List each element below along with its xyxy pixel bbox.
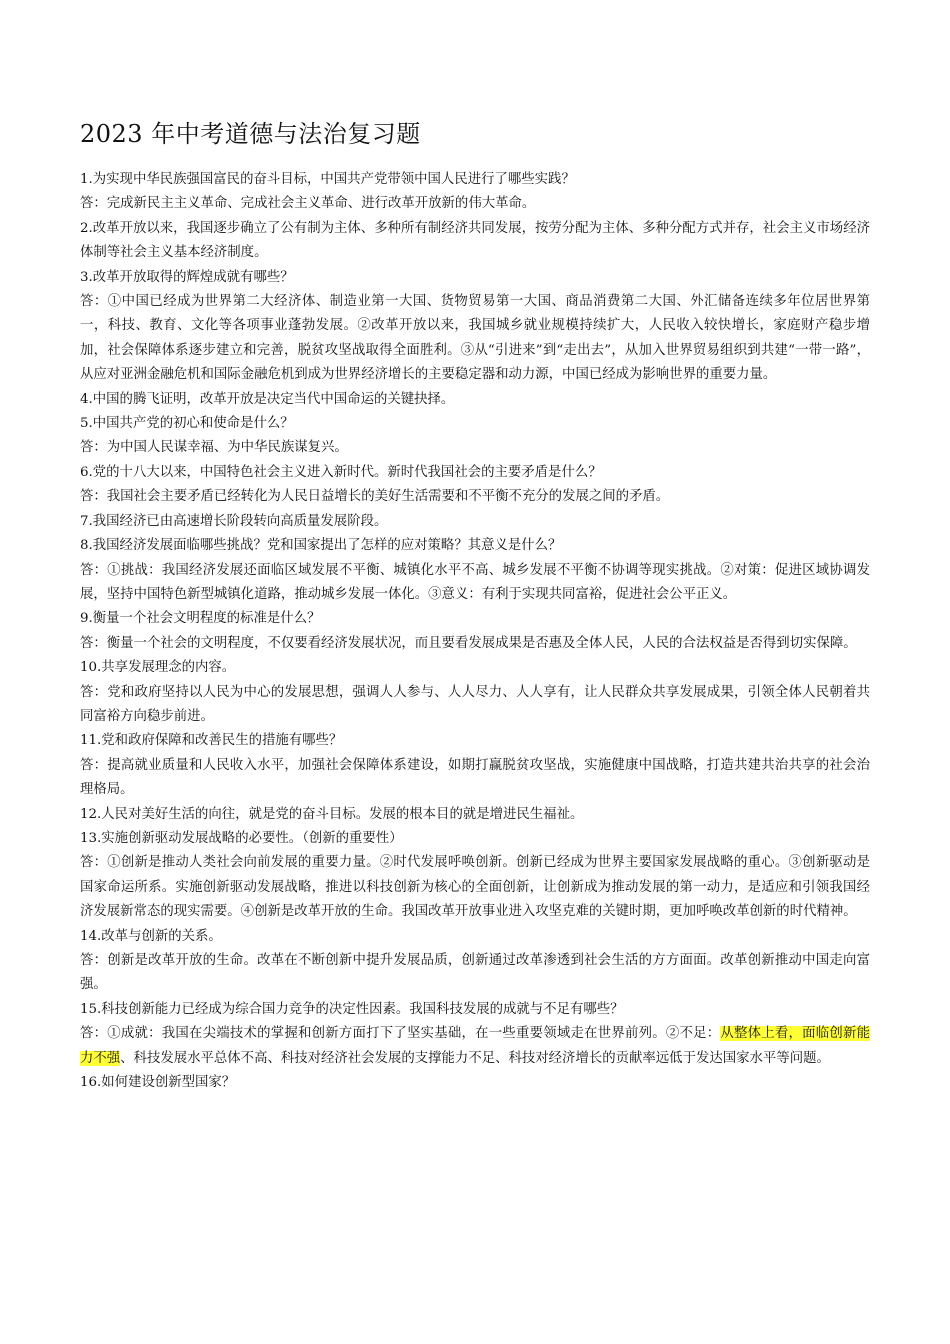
paragraph: 答：完成新民主主义革命、完成社会主义革命、进行改革开放新的伟大革命。 [80, 196, 536, 212]
paragraph: 答：衡量一个社会的文明程度，不仅要看经济发展状况，而且要看发展成果是否惠及全体人民，人民的合法权益是否得到切实保障。 [80, 635, 857, 651]
paragraph: 16.如何建设创新型国家？ [80, 1075, 236, 1091]
paragraph: 1.为实现中华民族强国富民的奋斗目标，中国共产党带领中国人民进行了哪些实践？ [80, 172, 575, 187]
answer-paragraph-15 [80, 1022, 870, 1071]
paragraph: 答：①中国已经成为世界第二大经济体、制造业第一大国、货物贸易第一大国、商品消费第二大国、外汇储备连续多年位居世界第一，科技、教育、文化等各项事业蓬勃发展。②改革开放以来，我国城乡就业规模持续扩大，人民收入较快增长，家庭财产稳步增加，社会保障体系逐步建立和完善，脱贫攻坚战取得全面胜利。③从“引进来”到“走出去”，从加入世界贸易组织到共建“一带一路”，从应对亚洲金融危机和国际金融危机到成为世界经济增长的主要稳定器和动力源，中国已经成为影响世界的重要力量。 [80, 294, 870, 383]
paragraph: 答：我国社会主要矛盾已经转化为人民日益增长的美好生活需要和不平衡不充分的发展之间的矛盾。 [80, 489, 670, 505]
paragraph: 11.党和政府保障和改善民生的措施有哪些？ [80, 733, 343, 749]
paragraph: 4.中国的腾飞证明，改革开放是决定当代中国命运的关键抉择。 [80, 391, 455, 407]
paragraph: 答：①挑战：我国经济发展还面临区域发展不平衡、城镇化水平不高、城乡发展不平衡不协调等现实挑战。②对策：促进区域协调发展，坚持中国特色新型城镇化道路，推动城乡发展一体化。③意义：有利于实现共同富裕，促进社会公平正义。 [80, 562, 870, 602]
paragraph: 5.中国共产党的初心和使命是什么？ [80, 416, 294, 432]
paragraph: 8.我国经济发展面临哪些挑战？党和国家提出了怎样的应对策略？其意义是什么？ [80, 538, 562, 554]
paragraph: 答：①创新是推动人类社会向前发展的重要力量。②时代发展呼唤创新。创新已经成为世界主要国家发展战略的重心。③创新驱动是国家命运所系。实施创新驱动发展战略，推进以科技创新为核心的全面创新，让创新成为推动发展的第一动力，是适应和引领我国经济发展新常态的现实需要。④创新是改革开放的生命。我国改革开放事业进入攻坚克难的关键时期，更加呼唤改革创新的时代精神。 [80, 855, 870, 920]
highlighted-text: 从整体上看，面临创新能力不强 [80, 1026, 870, 1066]
paragraph: 12.人民对美好生活的向往，就是党的奋斗目标。发展的根本目的就是增进民生福祉。 [80, 806, 584, 822]
answer-text: 、科技发展水平总体不高、科技对经济社会发展的支撑能力不足、科技对经济增长的贡献率远低于发达国家水平等问题。 [120, 1050, 830, 1066]
paragraph: 10.共享发展理念的内容。 [80, 660, 236, 676]
paragraph: 答：提高就业质量和人民收入水平，加强社会保障体系建设，如期打赢脱贫攻坚战，实施健康中国战略，打造共建共治共享的社会治理格局。 [80, 757, 870, 798]
document-body [80, 168, 870, 1095]
paragraph: 2.改革开放以来，我国逐步确立了公有制为主体、多种所有制经济共同发展，按劳分配为主体、多种分配方式并存，社会主义市场经济体制等社会主义基本经济制度。 [80, 220, 870, 261]
paragraph: 3.改革开放取得的辉煌成就有哪些？ [80, 269, 294, 285]
paragraph: 13.实施创新驱动发展战略的必要性。（创新的重要性） [80, 830, 403, 846]
answer-text: 答：①成就：我国在尖端技术的掌握和创新方面打下了坚实基础，在一些重要领域走在世界前列。②不足： [80, 1026, 721, 1042]
paragraph: 答：创新是改革开放的生命。改革在不断创新中提升发展品质，创新通过改革渗透到社会生活的方方面面。改革创新推动中国走向富强。 [80, 953, 870, 993]
paragraph: 9.衡量一个社会文明程度的标准是什么？ [80, 611, 321, 627]
paragraph: 15.科技创新能力已经成为综合国力竞争的决定性因素。我国科技发展的成就与不足有哪些？ [80, 1001, 624, 1017]
paragraph: 14.改革与创新的关系。 [80, 928, 222, 944]
paragraph: 7.我国经济已由高速增长阶段转向高质量发展阶段。 [80, 513, 388, 529]
paragraph: 6.党的十八大以来，中国特色社会主义进入新时代。新时代我国社会的主要矛盾是什么？ [80, 464, 602, 480]
page-title: 2023 年中考道德与法治复习题 [80, 120, 421, 148]
paragraph: 答：为中国人民谋幸福、为中华民族谋复兴。 [80, 440, 348, 456]
paragraph: 答：党和政府坚持以人民为中心的发展思想，强调人人参与、人人尽力、人人享有，让人民群众共享发展成果，引领全体人民朝着共同富裕方向稳步前进。 [80, 684, 870, 724]
